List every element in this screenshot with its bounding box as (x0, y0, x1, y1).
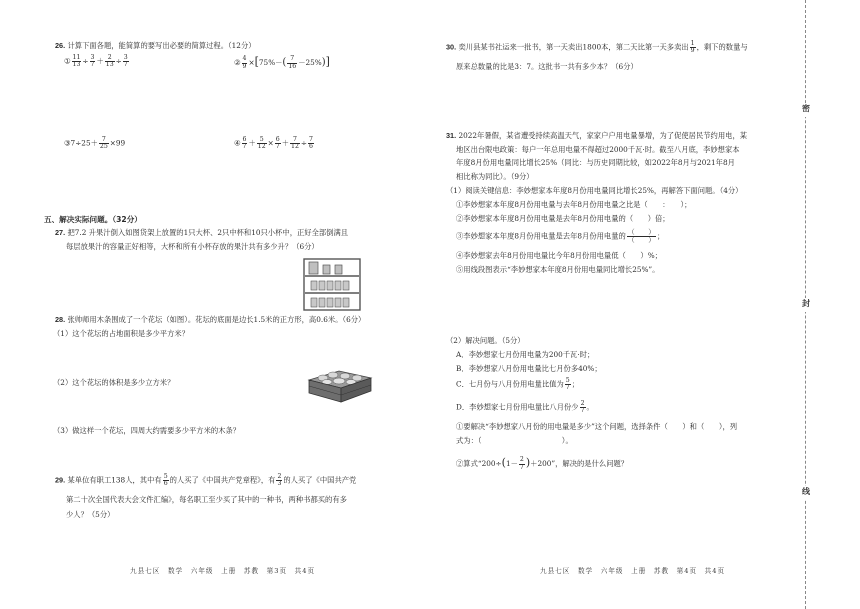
q26-expression-1: ① $\frac{11}{13}$ ÷ $\frac{3}{7}$ ＋ $\frac{2}{13}$ ÷ $\frac{3}{7}$ (64, 54, 128, 69)
q28-line-1: 28. 张帅师用木条围成了一个花坛（如图）。花坛的底面是边长1.5米的正方形，高0.6米。（6分） (55, 315, 366, 324)
q31-sub-4: ④李妙想家去年8月份用电量比今年8月份用电量低（ ）%； (456, 251, 662, 260)
condition-c: C．七月份与八月份用电量比值为 $\frac{5}{7}$ ； (456, 377, 579, 392)
seal-char-1: 密 (799, 103, 813, 117)
seal-char-2: 封 (799, 298, 813, 312)
q31-part-2: （2）解决问题。（5分） (446, 336, 525, 345)
q31-sub-2: ②李妙想家本年度8月份用电量是去年8月份用电量的（ ）倍； (456, 214, 670, 223)
q26-heading (55, 41, 256, 50)
flower-bed-illustration (303, 360, 375, 404)
q31-solve-2: ②算式“200÷(1－ $\frac{2}{7}$ )＋200”，解决的是什么问题？ (456, 456, 629, 471)
q31-sub-1: ①李妙想家本年度8月份用电量与去年8月份用电量之比是（ ： ）； (456, 200, 692, 209)
section-heading: 五、解决实际问题。（32分） (44, 215, 142, 224)
question-text: 计算下面各题，能简算的要写出必要的简算过程。（12分） (67, 41, 256, 50)
q26-expression-4: ④ $\frac{6}{7}$ ＋ $\frac{5}{12}$ × $\frac{6}{7}$ ＋ $\frac{7}{12}$ ÷ $\frac{7}{6}$ (234, 136, 313, 151)
q29-line-1: 29. 某单位有职工138人，其中有 $\frac{5}{6}$ 的人买了《中国共产党章程》，有 $\frac{2}{3}$ 的人买了《中国共产党 (55, 473, 357, 488)
question-number: 26. (55, 41, 66, 50)
q26-expression-2: ② $\frac{4}{9}$ ×[75%－( $\frac{7}{16}$ －25%)] (234, 55, 330, 70)
q31-sub-5: ⑤用线段图表示“李妙想家本年度8月份用电量同比增长25%”。 (456, 265, 660, 274)
q31-sub-3: ③李妙想家本年度8月份用电量是去年8月份用电量的 $\frac{( )}{( )}$ ； (456, 228, 665, 244)
q27-line-1: 27. 把7.2 升果汁倒入如图货架上放置的1只大杯、2只中杯和10只小杯中，正好全部倒满且 (55, 228, 349, 237)
q26-expression-3: ③7÷25＋ $\frac{7}{25}$ ×99 (64, 136, 126, 151)
q29-line-3: 少人？（5分） (66, 510, 115, 519)
q28-part-2: （2）这个花坛的体积是多少立方米？ (53, 378, 175, 387)
seal-char-3: 线 (799, 486, 813, 500)
q31-solve-1b: 式为：（ ）。 (456, 436, 573, 445)
q29-line-2: 第二十次全国代表大会文件汇编》，每名职工至少买了其中的一种书，两种书都买的有多 (66, 495, 347, 504)
q31-line-3: 年度8月份用电量同比增长25%（同比：与历史同期比较，如2022年8月与2021年8月 (456, 158, 735, 167)
q28-part-3: （3）做这样一个花坛，四周大约需要多少平方米的木条？ (53, 426, 241, 435)
page-footer-right: 九县七区 数学 六年级 上册 苏教 第4页 共4页 (540, 567, 726, 575)
shelf-illustration (303, 258, 363, 312)
q30-line-1: 30. 奕川县某书社运来一批书，第一天卖出1800本，第二天比第一天多卖出 $\frac{1}{9}$ ，剩下的数量与 (446, 40, 748, 55)
q30-line-2: 原来总数量的比是3：7。这批书一共有多少本？（6分） (456, 62, 638, 71)
condition-b: B．李妙想家八月份用电量比七月份多40%； (456, 364, 602, 373)
q31-line-4: 相比称为同比）。（9分） (456, 172, 534, 181)
q31-part-1: （1）阅读关键信息：李妙想家本年度8月份用电量同比增长25%，再解答下面问题。（4分） (446, 186, 743, 195)
q31-line-1: 31. 2022年暑假，某省遭受持续高温天气，家家户户用电量暴增，为了促使居民节约用电，某 (446, 131, 748, 140)
q28-part-1: （1）这个花坛的占地面积是多少平方米？ (53, 329, 189, 338)
condition-d: D．李妙想家七月份用电量比八月份少 $\frac{2}{7}$ 。 (456, 400, 594, 415)
q27-line-2: 每层放果汁的容量正好相等，大杯和所有小杯存放的果汁共有多少升？（6分） (66, 242, 319, 251)
q31-line-2: 地区出台限电政策：每户一年总用电量不得超过2000千瓦·时。截至八月底，李妙想家本 (456, 145, 740, 154)
page-footer-left: 九县七区 数学 六年级 上册 苏教 第3页 共4页 (130, 567, 316, 575)
q31-solve-1a: ①要解决“李妙想家八月份的用电量是多少”这个问题，选择条件（ ）和（ ），列 (456, 422, 738, 431)
condition-a: A．李妙想家七月份用电量为200千瓦·时； (456, 350, 595, 359)
seal-line (799, 0, 813, 609)
